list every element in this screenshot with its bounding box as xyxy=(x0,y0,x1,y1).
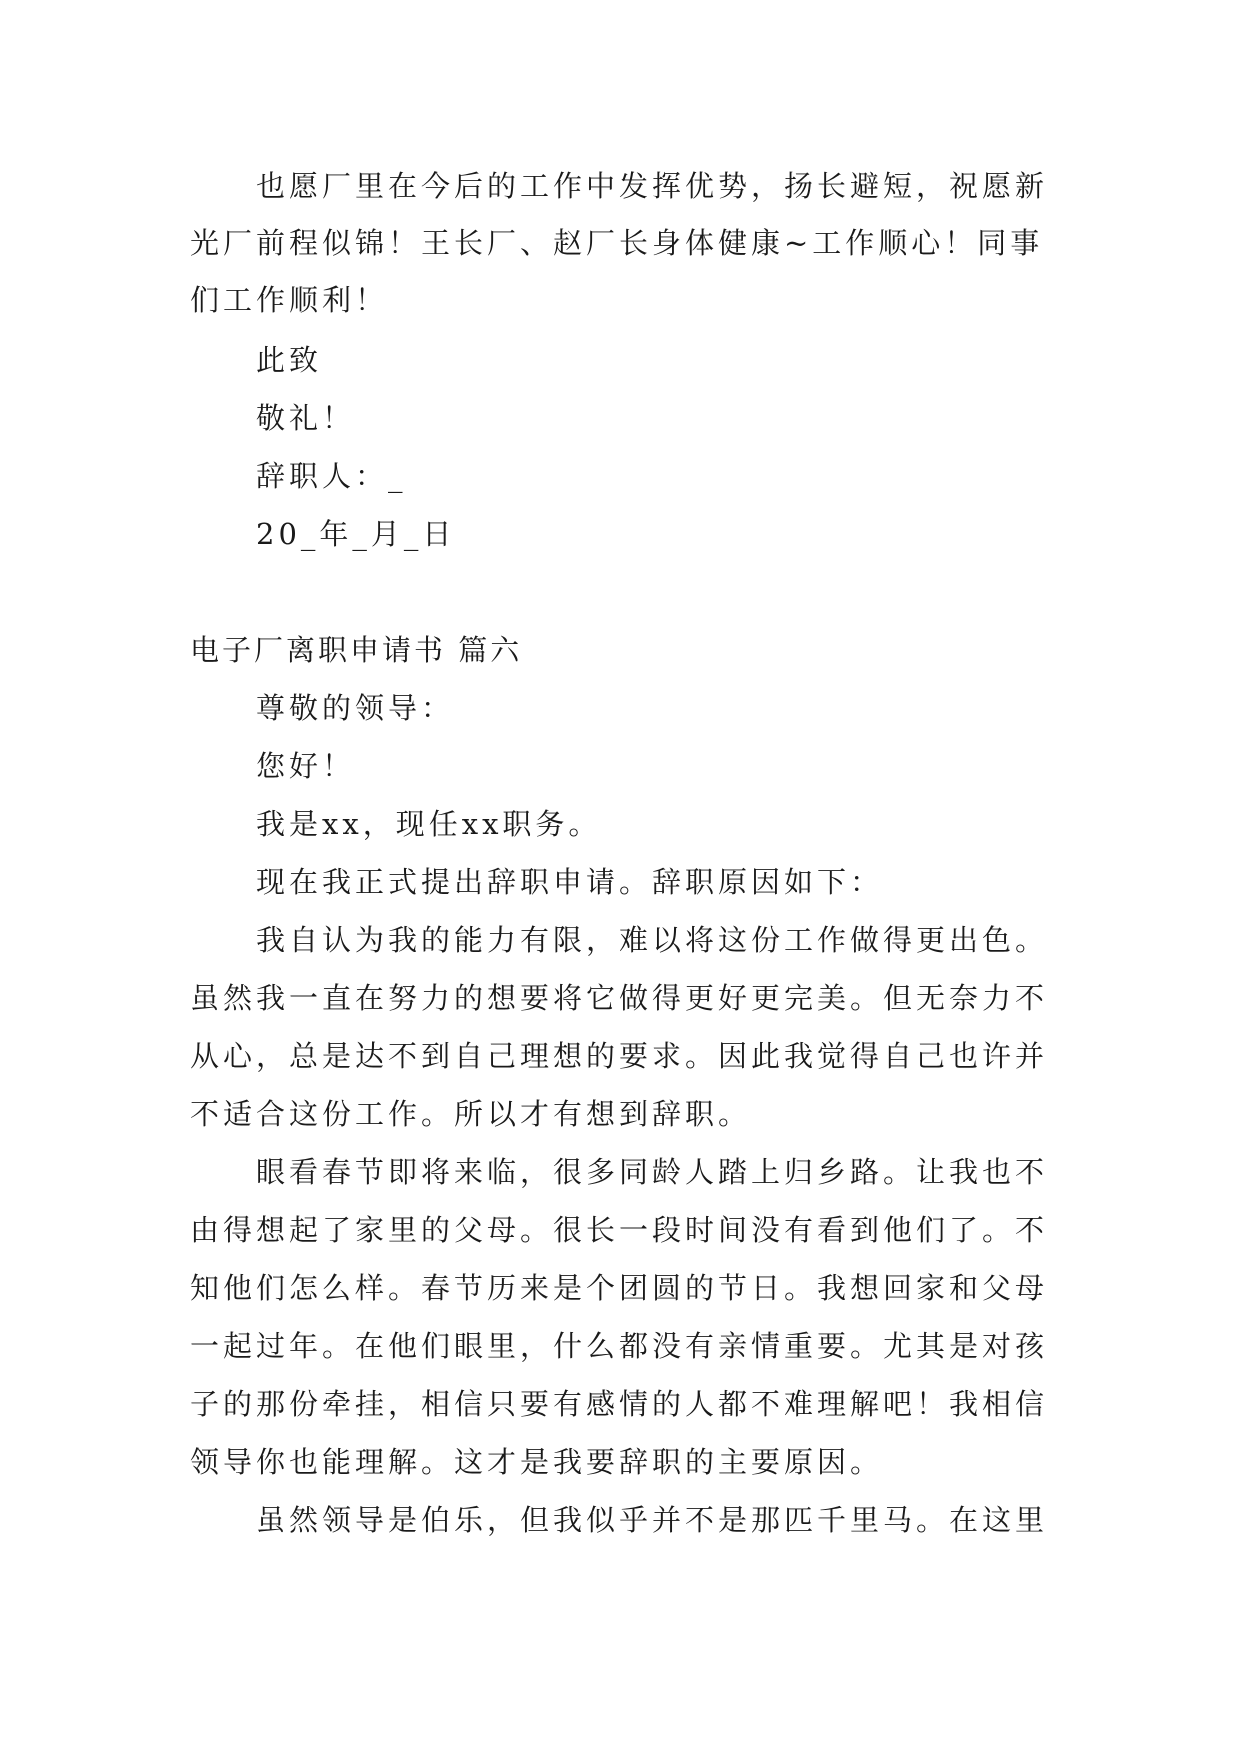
salutation-line: 尊敬的领导： xyxy=(256,691,455,725)
paragraph-line: 子的那份牵挂，相信只要有感情的人都不难理解吧！我相信 xyxy=(190,1387,1049,1421)
paragraph-line: 现在我正式提出辞职申请。辞职原因如下： xyxy=(256,865,884,899)
signature-line: 辞职人：_ xyxy=(256,459,407,493)
paragraph-line: 们工作顺利！ xyxy=(190,283,389,317)
date-line: 20_年_月_日 xyxy=(256,517,456,551)
paragraph-line: 我是xx，现任xx职务。 xyxy=(256,807,602,841)
paragraph-line: 虽然我一直在努力的想要将它做得更好更完美。但无奈力不 xyxy=(190,981,1049,1015)
paragraph-line: 一起过年。在他们眼里，什么都没有亲情重要。尤其是对孩 xyxy=(190,1329,1049,1363)
paragraph-line: 从心，总是达不到自己理想的要求。因此我觉得自己也许并 xyxy=(190,1039,1049,1073)
paragraph-line: 眼看春节即将来临，很多同龄人踏上归乡路。让我也不 xyxy=(256,1155,1049,1189)
paragraph-line: 光厂前程似锦！王长厂、赵厂长身体健康~工作顺心！同事 xyxy=(190,226,1044,260)
paragraph-line: 不适合这份工作。所以才有想到辞职。 xyxy=(190,1097,752,1131)
closing-line: 此致 xyxy=(256,343,323,377)
paragraph-line: 也愿厂里在今后的工作中发挥优势，扬长避短，祝愿新 xyxy=(256,169,1049,203)
paragraph-line: 虽然领导是伯乐，但我似乎并不是那匹千里马。在这里 xyxy=(256,1503,1049,1537)
closing-line: 敬礼！ xyxy=(256,401,356,435)
paragraph-line: 领导你也能理解。这才是我要辞职的主要原因。 xyxy=(190,1445,884,1479)
paragraph-line: 知他们怎么样。春节历来是个团圆的节日。我想回家和父母 xyxy=(190,1271,1049,1305)
paragraph-line: 我自认为我的能力有限，难以将这份工作做得更出色。 xyxy=(256,923,1049,957)
section-heading: 电子厂离职申请书 篇六 xyxy=(190,633,523,667)
greeting-line: 您好！ xyxy=(256,749,356,783)
paragraph-line: 由得想起了家里的父母。很长一段时间没有看到他们了。不 xyxy=(190,1213,1049,1247)
